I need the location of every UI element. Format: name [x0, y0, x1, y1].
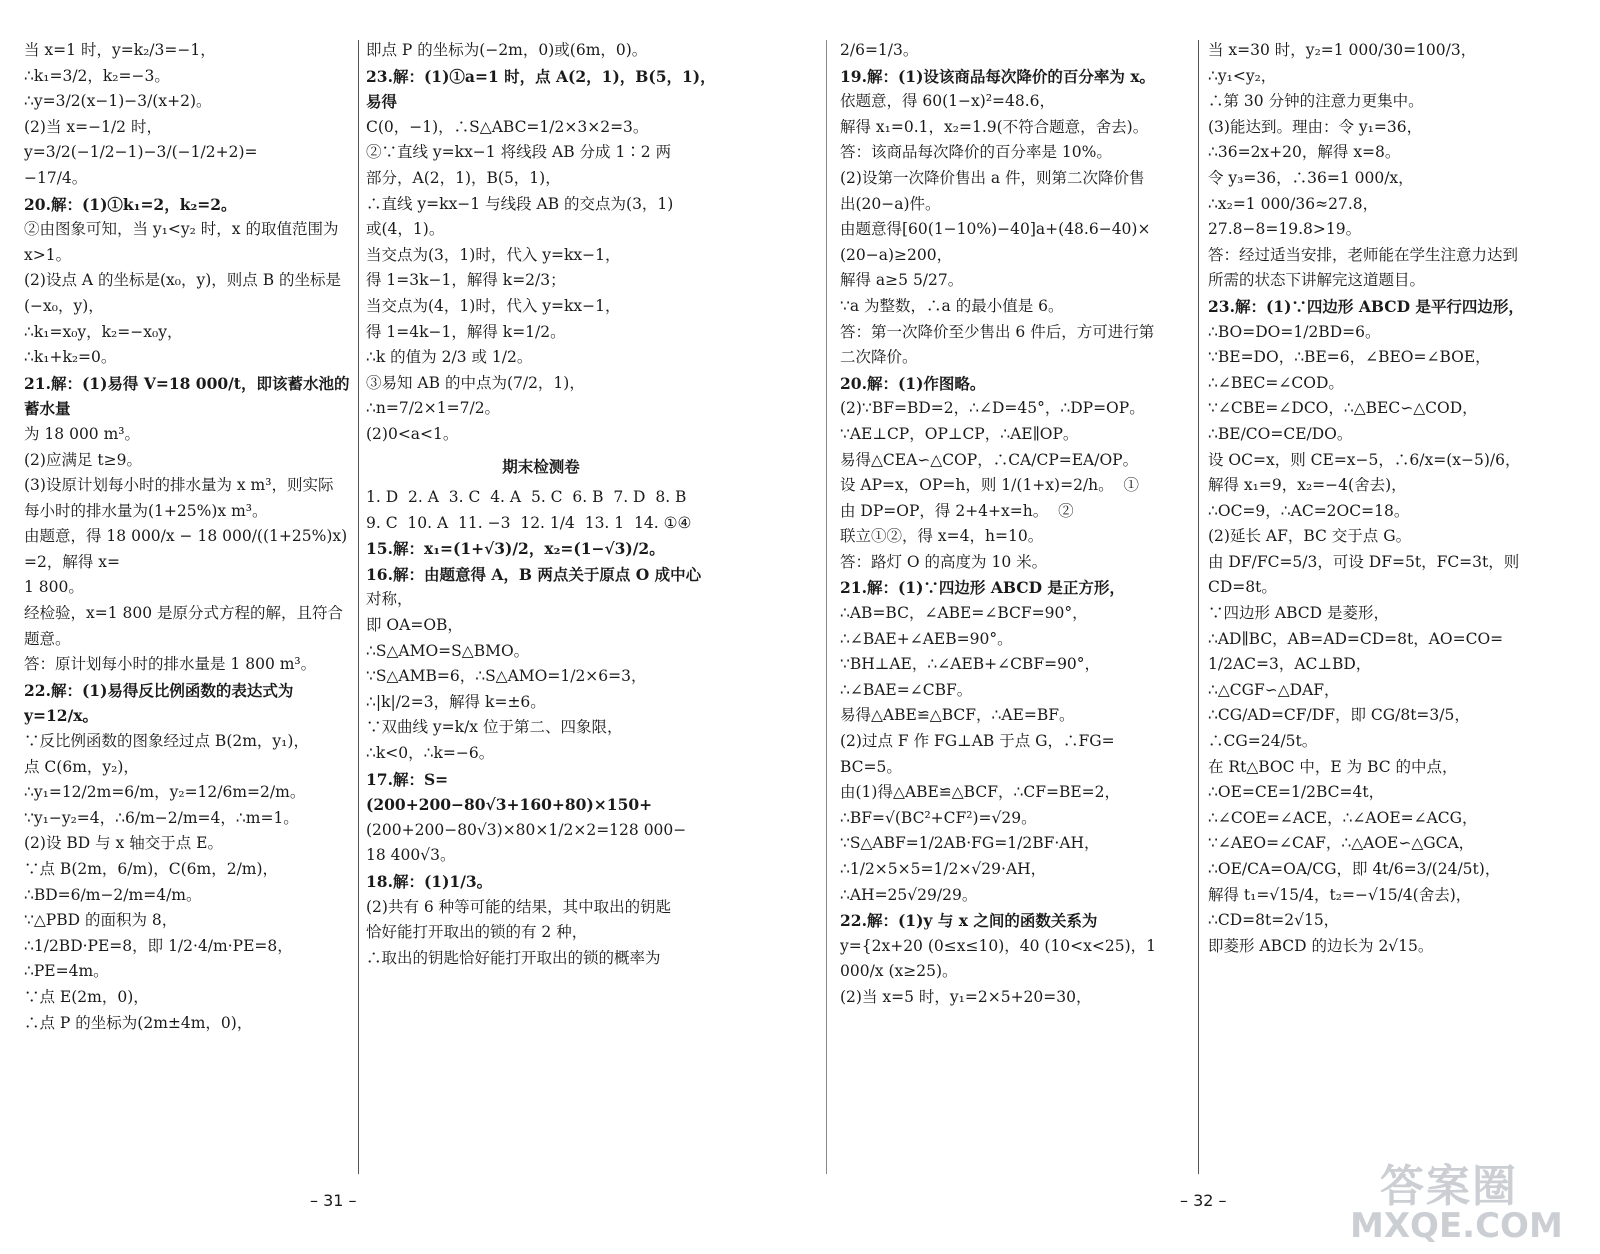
text-line: ∴k 的值为 2/3 或 1/2。: [366, 348, 533, 367]
text-line: 由题意得[60(1−10%)−40]a+(48.6−40)×: [840, 220, 1151, 239]
text-line: 17.解：S=(200+200−80√3+160+80)×150+: [366, 769, 653, 815]
text-line: ∵BE=DO，∴BE=6，∠BEO=∠BOE，: [1208, 348, 1491, 367]
text-line: ∴AH=25√29/29。: [840, 885, 978, 904]
text-line: ∵∠AEO=∠CAF，∴△AOE∽△GCA，: [1208, 834, 1475, 853]
text-line: 22.解：(1)易得反比例函数的表达式为 y=12/x。: [24, 680, 299, 726]
text-line: ∵双曲线 y=k/x 位于第二、四象限，: [366, 718, 623, 737]
text-line: ∵S△ABF=1/2AB·FG=1/2BF·AH，: [840, 834, 1100, 853]
text-line: 对称，: [366, 590, 413, 609]
text-line: 题意。: [24, 629, 71, 648]
text-line: 答：原计划每小时的排水量是 1 800 m³。: [24, 655, 317, 674]
text-line: 易得△CEA∽△COP，∴CA/CP=EA/OP。: [840, 450, 1139, 469]
text-line: 二次降价。: [840, 348, 918, 367]
center-gutter-line: [826, 40, 827, 1174]
text-line: 得 1=4k−1，解得 k=1/2。: [366, 322, 566, 341]
text-line: 19.解：(1)设该商品每次降价的百分率为 x。: [840, 66, 1156, 86]
text-line: 23.解：(1)∵四边形 ABCD 是平行四边形，: [1208, 296, 1524, 316]
text-line: 2/6=1/3。: [840, 41, 919, 59]
text-line: C(0，−1)，∴S△ABC=1/2×3×2=3。: [366, 117, 649, 136]
text-line: ∴y₁=12/2m=6/m，y₂=12/6m=2/m。: [24, 783, 306, 802]
text-line: 恰好能打开取出的锁的有 2 种，: [366, 923, 588, 942]
text-line: 20.解：(1)作图略。: [840, 373, 986, 393]
text-line: ∴S△AMO=S△BMO。: [366, 641, 530, 660]
text-line: 在 Rt△BOC 中，E 为 BC 的中点，: [1208, 757, 1458, 776]
left-column-2: [366, 38, 716, 1184]
text-line: (2)当 x=−1/2 时，y=3/2(−1/2−1)−3/(−1/2+2)=: [24, 117, 258, 162]
text-line: 18 400√3。: [366, 846, 456, 865]
text-line: 16.解：由题意得 A，B 两点关于原点 O 成中心: [366, 564, 702, 584]
text-line: (2)设点 A 的坐标是(x₀，y)，则点 B 的坐标是: [24, 271, 342, 290]
text-line: 1 800。: [24, 578, 84, 597]
text-line: ∴△CGF∽△DAF，: [1208, 680, 1340, 699]
text-line: 得 1=3k−1，解得 k=2/3；: [366, 271, 566, 290]
text-line: 15.解：x₁=(1+√3)/2，x₂=(1−√3)/2。: [366, 539, 665, 559]
text-line: (2)过点 F 作 FG⊥AB 于点 G，∴FG=: [840, 732, 1115, 751]
text-line: 设 OC=x，则 CE=x−5，∴6/x=(x−5)/6，: [1208, 450, 1521, 469]
text-line: (2)当 x=5 时，y₁=2×5+20=30，: [840, 987, 1092, 1006]
text-line: ∵点 B(2m，6/m)，C(6m，2/m)，: [24, 860, 279, 878]
text-line: ∵四边形 ABCD 是菱形，: [1208, 604, 1390, 623]
text-line: ∴∠COE=∠ACE，∴∠AOE=∠ACG，: [1208, 808, 1478, 827]
right-column-2: [1208, 38, 1568, 1184]
text-line: 1/2AC=3，AC⊥BD，: [1208, 655, 1372, 674]
text-line: (200+200−80√3)×80×1/2×2=128 000−: [366, 820, 687, 839]
watermark-cn-text: 答案圈: [1380, 1161, 1518, 1212]
text-line: 联立①②，得 x=4，h=10。: [840, 527, 1044, 546]
text-line: ∴k₁=x₀y，k₂=−x₀y，: [24, 322, 183, 341]
text-line: 答：该商品每次降价的百分率是 10%。: [840, 143, 1112, 162]
text-line: 为 18 000 m³。: [24, 424, 141, 443]
text-line: ∴k<0，∴k=−6。: [366, 744, 495, 763]
text-line: ∴CD=8t=2√15，: [1208, 911, 1340, 930]
text-line: (2)共有 6 种等可能的结果，其中取出的钥匙: [366, 897, 672, 916]
text-line: x>1。: [24, 245, 72, 264]
text-line: (20−a)≥200，: [840, 245, 953, 264]
text-line: 经检验，x=1 800 是原分式方程的解，且符合: [24, 604, 344, 623]
text-line: 当 x=1 时，y=k₂/3=−1，: [24, 41, 216, 59]
text-line: ∴n=7/2×1=7/2。: [366, 399, 501, 418]
text-line: ∴∠BEC=∠COD。: [1208, 373, 1344, 392]
text-line: (2)∵BF=BD=2，∴∠D=45°，∴DP=OP。: [840, 399, 1145, 418]
text-line: (2)延长 AF，BC 交于点 G。: [1208, 527, 1412, 546]
text-line: 22.解：(1)y 与 x 之间的函数关系为: [840, 911, 1098, 931]
text-line: −17/4。: [24, 168, 88, 187]
text-line: 易得△ABE≌△BCF，∴AE=BF。: [840, 706, 1075, 725]
text-line: ∵点 E(2m，0)，: [24, 987, 149, 1006]
text-line: ∴OE=CE=1/2BC=4t，: [1208, 783, 1385, 802]
text-line: ∴x₂=1 000/36≈27.8，: [1208, 194, 1379, 213]
text-line: 点 C(6m，y₂)，: [24, 757, 139, 776]
text-line: ∴y=3/2(x−1)−3/(x+2)。: [24, 92, 212, 111]
text-line: 令 y₃=36，∴36=1 000/x，: [1208, 168, 1414, 187]
watermark-logo: [1350, 1150, 1580, 1246]
text-line: ∴OC=9，∴AC=2OC=18。: [1208, 501, 1410, 520]
text-line: 依题意，得 60(1−x)²=48.6，: [840, 92, 1056, 111]
text-line: 设 AP=x，OP=h，则 1/(1+x)=2/h。 ①: [840, 476, 1139, 495]
text-line: 21.解：(1)∵四边形 ABCD 是正方形，: [840, 578, 1125, 598]
text-line: ∴k₁+k₂=0。: [24, 348, 117, 367]
text-line: 20.解：(1)①k₁=2，k₂=2。: [24, 194, 237, 214]
text-line: CD=8t。: [1208, 578, 1277, 597]
right-column-1: [840, 38, 1192, 1184]
text-line: ∵y₁−y₂=4，∴6/m−2/m=4，∴m=1。: [24, 808, 299, 827]
text-line: ∴AD∥BC，AB=AD=CD=8t，AO=CO=: [1208, 629, 1504, 648]
text-line: ∵反比例函数的图象经过点 B(2m，y₁)，: [24, 732, 309, 751]
text-line: 21.解：(1)易得 V=18 000/t，即该蓄水池的蓄水量: [24, 373, 350, 419]
text-line: 即 OA=OB，: [366, 616, 463, 635]
text-line: 答：经过适当安排，老师能在学生注意力达到: [1208, 245, 1519, 264]
text-line: 答：第一次降价至少售出 6 件后，方可进行第: [840, 322, 1155, 341]
page-number-31: – 31 –: [310, 1191, 357, 1210]
page-number-32: – 32 –: [1180, 1191, 1227, 1210]
right-page: [836, 0, 1600, 1254]
text-line: ∴1/2×5×5=1/2×√29·AH，: [840, 860, 1047, 878]
text-line: 当 x=30 时，y₂=1 000/30=100/3，: [1208, 41, 1477, 59]
text-line: 部分，A(2，1)，B(5，1)，: [366, 168, 561, 187]
text-line: 由 DF/FC=5/3，可设 DF=5t，FC=3t，则: [1208, 552, 1520, 571]
text-line: (2)应满足 t≥9。: [24, 450, 142, 469]
text-line: 解得 x₁=0.1，x₂=1.9(不符合题意，舍去)。: [840, 117, 1149, 136]
right-column-divider: [1198, 40, 1199, 1174]
text-line: ∵S△AMB=6，∴S△AMO=1/2×6=3，: [366, 667, 647, 686]
text-line: (2)0<a<1。: [366, 424, 459, 443]
text-line: 答：路灯 O 的高度为 10 米。: [840, 552, 1048, 571]
text-line: 解得 t₁=√15/4，t₂=−√15/4(舍去)，: [1208, 885, 1472, 904]
text-line: ∴BO=DO=1/2BD=6。: [1208, 322, 1381, 341]
text-line: 由 DP=OP，得 2+4+x=h。 ②: [840, 501, 1074, 520]
text-line: ∵∠CBE=∠DCO，∴△BEC∽△COD，: [1208, 399, 1478, 418]
text-line: 当交点为(3，1)时，代入 y=kx−1，: [366, 245, 621, 264]
text-line: ∴BE/CO=CE/DO。: [1208, 424, 1353, 443]
text-line: ②由图象可知，当 y₁<y₂ 时，x 的取值范围为: [24, 220, 339, 239]
text-line: 所需的状态下讲解完这道题目。: [1208, 271, 1426, 290]
watermark-en-text: MXQE.COM: [1350, 1206, 1563, 1246]
text-line: 1. D 2. A 3. C 4. A 5. C 6. B 7. D 8. B: [366, 488, 687, 507]
left-column-divider: [358, 40, 359, 1174]
text-line: BC=5。: [840, 757, 902, 776]
text-line: ∴直线 y=kx−1 与线段 AB 的交点为(3，1): [366, 194, 674, 213]
text-line: (3)能达到。理由：令 y₁=36，: [1208, 117, 1423, 136]
text-line: 27.8−8=19.8>19。: [1208, 220, 1362, 239]
text-line: ∴OE/CA=OA/CG，即 4t/6=3/(24/5t)，: [1208, 860, 1501, 878]
text-line: ∴36=2x+20，解得 x=8。: [1208, 143, 1401, 162]
text-line: 即菱形 ABCD 的边长为 2√15。: [1208, 936, 1434, 955]
text-line: 即点 P 的坐标为(−2m，0)或(6m，0)。: [366, 41, 648, 59]
text-line: ∴取出的钥匙恰好能打开取出的锁的概率为: [366, 948, 661, 967]
text-line: ∴第 30 分钟的注意力更集中。: [1208, 92, 1424, 111]
text-line: 每小时的排水量为(1+25%)x m³。: [24, 501, 268, 520]
text-line: 由题意，得 18 000/x − 18 000/((1+25%)x) =2，解得 x=: [24, 527, 353, 571]
text-line: 9. C 10. A 11. −3 12. 1/4 13. 1 14. ①④: [366, 513, 692, 532]
text-line: ∴PE=4m。: [24, 962, 109, 981]
text-line: ∴y₁<y₂，: [1208, 66, 1277, 85]
text-line: 或(4，1)。: [366, 220, 445, 239]
text-line: (−x₀，y)，: [24, 296, 104, 315]
text-line: 出(20−a)件。: [840, 194, 941, 213]
text-line: y={2x+20 (0≤x≤10)，40 (10<x<25)，1 000/x (x≥25)。: [840, 936, 1161, 981]
left-column-1: [24, 38, 354, 1184]
text-line: ∵△PBD 的面积为 8，: [24, 911, 178, 930]
text-line: ∴1/2BD·PE=8，即 1/2·4/m·PE=8，: [24, 936, 293, 955]
text-line: (2)设第一次降价售出 a 件，则第二次降价售: [840, 168, 1145, 187]
text-line: ③易知 AB 的中点为(7/2，1)，: [366, 373, 585, 392]
text-line: 18.解：(1)1/3。: [366, 872, 493, 891]
text-line: ∵BH⊥AE，∴∠AEB+∠CBF=90°，: [840, 655, 1101, 674]
text-line: ∴|k|/2=3，解得 k=±6。: [366, 692, 546, 711]
text-line: 解得 x₁=9，x₂=−4(舍去)，: [1208, 476, 1407, 495]
text-line: ∴点 P 的坐标为(2m±4m，0)，: [24, 1013, 253, 1032]
text-line: ②∵直线 y=kx−1 将线段 AB 分成 1∶2 两: [366, 143, 672, 162]
text-line: 由(1)得△ABE≌△BCF，∴CF=BE=2，: [840, 783, 1120, 802]
text-line: ∴BF=√(BC²+CF²)=√29。: [840, 808, 1037, 827]
text-line: (3)设原计划每小时的排水量为 x m³，则实际: [24, 476, 334, 495]
text-line: ∴∠BAE+∠AEB=90°。: [840, 629, 1013, 648]
text-line: 当交点为(4，1)时，代入 y=kx−1，: [366, 296, 621, 315]
text-line: ∵a 为整数，∴a 的最小值是 6。: [840, 296, 1064, 315]
text-line: ∴k₁=3/2，k₂=−3。: [24, 66, 170, 85]
text-line: 23.解：(1)①a=1 时，点 A(2，1)，B(5，1)，易得: [366, 66, 716, 112]
text-line: ∵AE⊥CP，OP⊥CP，∴AE∥OP。: [840, 424, 1079, 443]
text-line: (2)设 BD 与 x 轴交于点 E。: [24, 834, 223, 853]
text-line: ∴CG/AD=CF/DF，即 CG/8t=3/5，∴CG=24/5t。: [1208, 706, 1470, 751]
text-line: 期末检测卷: [502, 456, 580, 476]
text-line: 解得 a≥5 5/27。: [840, 271, 964, 290]
text-line: ∴∠BAE=∠CBF。: [840, 680, 973, 699]
text-line: ∴BD=6/m−2/m=4/m。: [24, 885, 202, 904]
text-line: ∴AB=BC，∠ABE=∠BCF=90°，: [840, 604, 1088, 623]
